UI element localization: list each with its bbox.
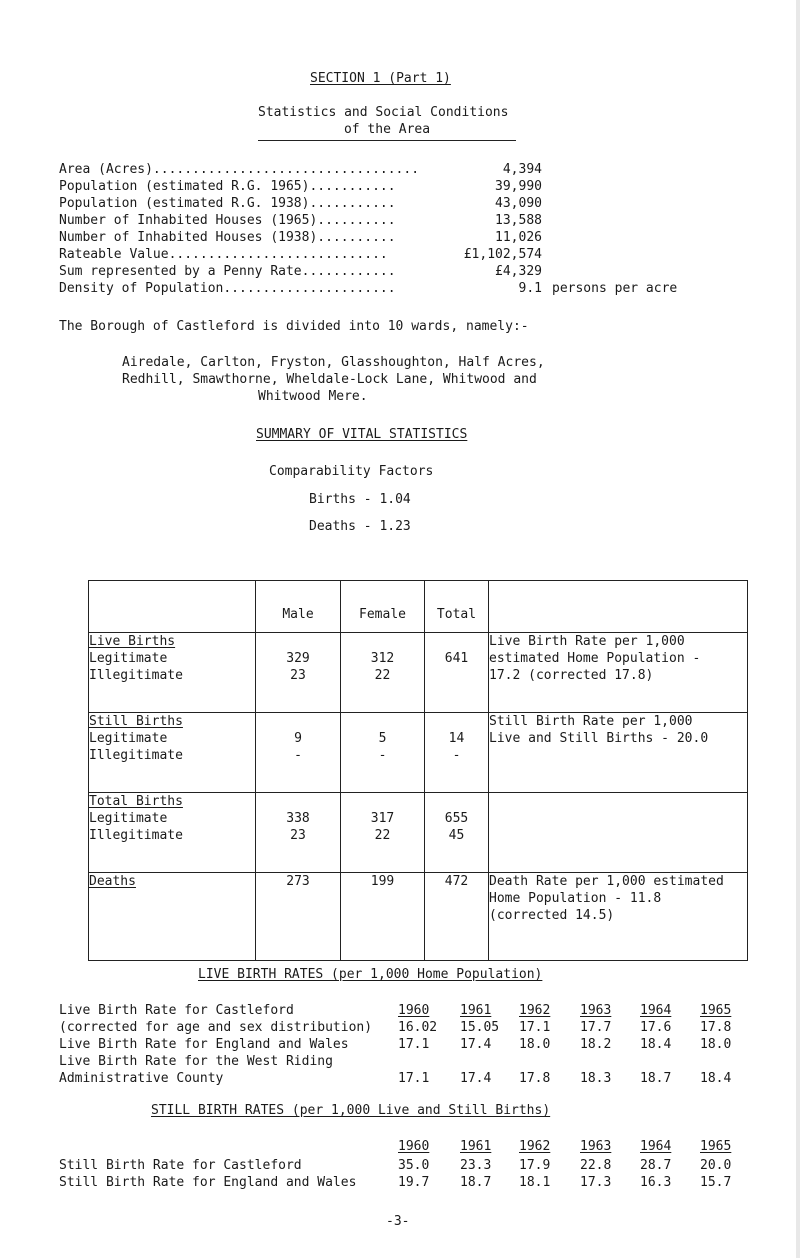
header-note-blank — [489, 581, 748, 633]
year-header: 1965 — [700, 1139, 732, 1154]
rate-row-label: Still Birth Rate for England and Wales — [59, 1175, 357, 1190]
rate-row-label: Administrative County — [59, 1071, 224, 1086]
scan-edge — [796, 0, 800, 1258]
rate-value: 16.02 — [398, 1020, 438, 1035]
rate-value: 17.7 — [580, 1020, 612, 1035]
wards-line-3: Whitwood Mere. — [258, 389, 368, 404]
female-values: 312 22 — [341, 633, 425, 713]
male-values: 273 — [256, 873, 341, 961]
rate-value: 17.1 — [398, 1037, 430, 1052]
row-labels: Deaths — [89, 873, 256, 961]
rate-value: 18.2 — [580, 1037, 612, 1052]
male-values: 9 - — [256, 713, 341, 793]
subtitle-line1: Statistics and Social Conditions — [258, 105, 509, 120]
year-header: 1961 — [460, 1139, 492, 1154]
rate-note — [489, 793, 748, 873]
area-stat-value: 43,090 — [495, 196, 542, 211]
area-stat-suffix: persons per acre — [552, 281, 678, 296]
wards-line-2: Redhill, Smawthorne, Wheldale-Lock Lane, Whitwood and — [122, 372, 537, 387]
rate-value: 15.05 — [460, 1020, 500, 1035]
rate-value: 17.8 — [519, 1071, 551, 1086]
header-blank — [89, 581, 256, 633]
year-header: 1962 — [519, 1139, 551, 1154]
row-labels: Total Births Legitimate Illegitimate — [89, 793, 256, 873]
rate-value: 18.4 — [640, 1037, 672, 1052]
area-stat-value: £4,329 — [495, 264, 542, 279]
area-stat-label: Number of Inhabited Houses (1938).......... — [59, 230, 396, 245]
rate-value: 18.7 — [460, 1175, 492, 1190]
table-row — [89, 873, 748, 961]
rate-note: Still Birth Rate per 1,000 Live and Still Births - 20.0 — [489, 713, 748, 793]
male-values: 338 23 — [256, 793, 341, 873]
row-labels: Still Births Legitimate Illegitimate — [89, 713, 256, 793]
total-values: 472 — [425, 873, 489, 961]
year-header: 1964 — [640, 1003, 672, 1018]
rate-row-label: (corrected for age and sex distribution) — [59, 1020, 373, 1035]
rate-value: 18.4 — [700, 1071, 732, 1086]
female-values: 199 — [341, 873, 425, 961]
rate-value: 17.9 — [519, 1158, 551, 1173]
section-title: SECTION 1 (Part 1) — [310, 71, 451, 86]
wards-intro: The Borough of Castleford is divided into 10 wards, namely:- — [59, 319, 529, 334]
area-stat-value: 11,026 — [495, 230, 542, 245]
header-female: Female — [341, 581, 425, 633]
vital-statistics-table — [88, 580, 748, 961]
rate-value: 22.8 — [580, 1158, 612, 1173]
area-stat-label: Rateable Value............................ — [59, 247, 388, 262]
rate-note: Live Birth Rate per 1,000 estimated Home Population - 17.2 (corrected 17.8) — [489, 633, 748, 713]
rate-row-label: Live Birth Rate for England and Wales — [59, 1037, 349, 1052]
rate-value: 17.4 — [460, 1037, 492, 1052]
total-values: 655 45 — [425, 793, 489, 873]
total-values: 14 - — [425, 713, 489, 793]
area-stat-label: Number of Inhabited Houses (1965).......... — [59, 213, 396, 228]
total-values: 641 — [425, 633, 489, 713]
area-stat-value: 4,394 — [502, 162, 542, 177]
rate-value: 17.3 — [580, 1175, 612, 1190]
subtitle-rule — [258, 140, 516, 141]
year-header: 1964 — [640, 1139, 672, 1154]
female-values: 5 - — [341, 713, 425, 793]
rate-row-label: Live Birth Rate for the West Riding — [59, 1054, 333, 1069]
page-number: -3- — [386, 1214, 410, 1229]
rate-value: 18.1 — [519, 1175, 551, 1190]
rate-value: 16.3 — [640, 1175, 672, 1190]
table-row — [89, 633, 748, 713]
area-stat-value: 39,990 — [495, 179, 542, 194]
rate-value: 17.4 — [460, 1071, 492, 1086]
rate-value: 17.1 — [398, 1071, 430, 1086]
male-values: 329 23 — [256, 633, 341, 713]
live-birth-rates-heading: LIVE BIRTH RATES (per 1,000 Home Population) — [198, 967, 543, 982]
rate-row-label: Still Birth Rate for Castleford — [59, 1158, 302, 1173]
area-stat-label: Sum represented by a Penny Rate............ — [59, 264, 396, 279]
comparability-deaths: Deaths - 1.23 — [309, 519, 411, 534]
year-header: 1960 — [398, 1139, 430, 1154]
year-header: 1960 — [398, 1003, 430, 1018]
rate-value: 19.7 — [398, 1175, 430, 1190]
area-stat-value: £1,102,574 — [463, 247, 542, 262]
still-birth-rates-heading: STILL BIRTH RATES (per 1,000 Live and Still Births) — [151, 1103, 551, 1118]
area-stat-label: Population (estimated R.G. 1965)........... — [59, 179, 396, 194]
rate-row-label: Live Birth Rate for Castleford — [59, 1003, 294, 1018]
rate-value: 18.3 — [580, 1071, 612, 1086]
table-row — [89, 713, 748, 793]
year-header: 1963 — [580, 1003, 612, 1018]
summary-heading: SUMMARY OF VITAL STATISTICS — [256, 427, 468, 442]
rate-value: 15.7 — [700, 1175, 732, 1190]
rate-value: 18.0 — [519, 1037, 551, 1052]
rate-value: 18.0 — [700, 1037, 732, 1052]
area-stat-value: 13,588 — [495, 213, 542, 228]
subtitle-line2: of the Area — [343, 122, 431, 137]
rate-value: 17.6 — [640, 1020, 672, 1035]
table-header-row — [89, 581, 748, 633]
wards-line-1: Airedale, Carlton, Fryston, Glasshoughton, Half Acres, — [122, 355, 545, 370]
rate-value: 18.7 — [640, 1071, 672, 1086]
comparability-births: Births - 1.04 — [309, 492, 411, 507]
header-total: Total — [425, 581, 489, 633]
rate-value: 17.1 — [519, 1020, 551, 1035]
rate-value: 35.0 — [398, 1158, 430, 1173]
header-male: Male — [256, 581, 341, 633]
row-labels: Live Births Legitimate Illegitimate — [89, 633, 256, 713]
year-header: 1963 — [580, 1139, 612, 1154]
rate-value: 28.7 — [640, 1158, 672, 1173]
comparability-title: Comparability Factors — [269, 464, 434, 479]
area-stat-label: Area (Acres).................................. — [59, 162, 420, 177]
table-row — [89, 793, 748, 873]
area-stat-label: Density of Population...................... — [59, 281, 396, 296]
year-header: 1965 — [700, 1003, 732, 1018]
year-header: 1962 — [519, 1003, 551, 1018]
rate-value: 17.8 — [700, 1020, 732, 1035]
female-values: 317 22 — [341, 793, 425, 873]
area-stat-label: Population (estimated R.G. 1938)........... — [59, 196, 396, 211]
area-stat-value: 9.1 — [518, 281, 542, 296]
year-header: 1961 — [460, 1003, 492, 1018]
rate-value: 20.0 — [700, 1158, 732, 1173]
rate-note: Death Rate per 1,000 estimated Home Population - 11.8 (corrected 14.5) — [489, 873, 748, 961]
rate-value: 23.3 — [460, 1158, 492, 1173]
